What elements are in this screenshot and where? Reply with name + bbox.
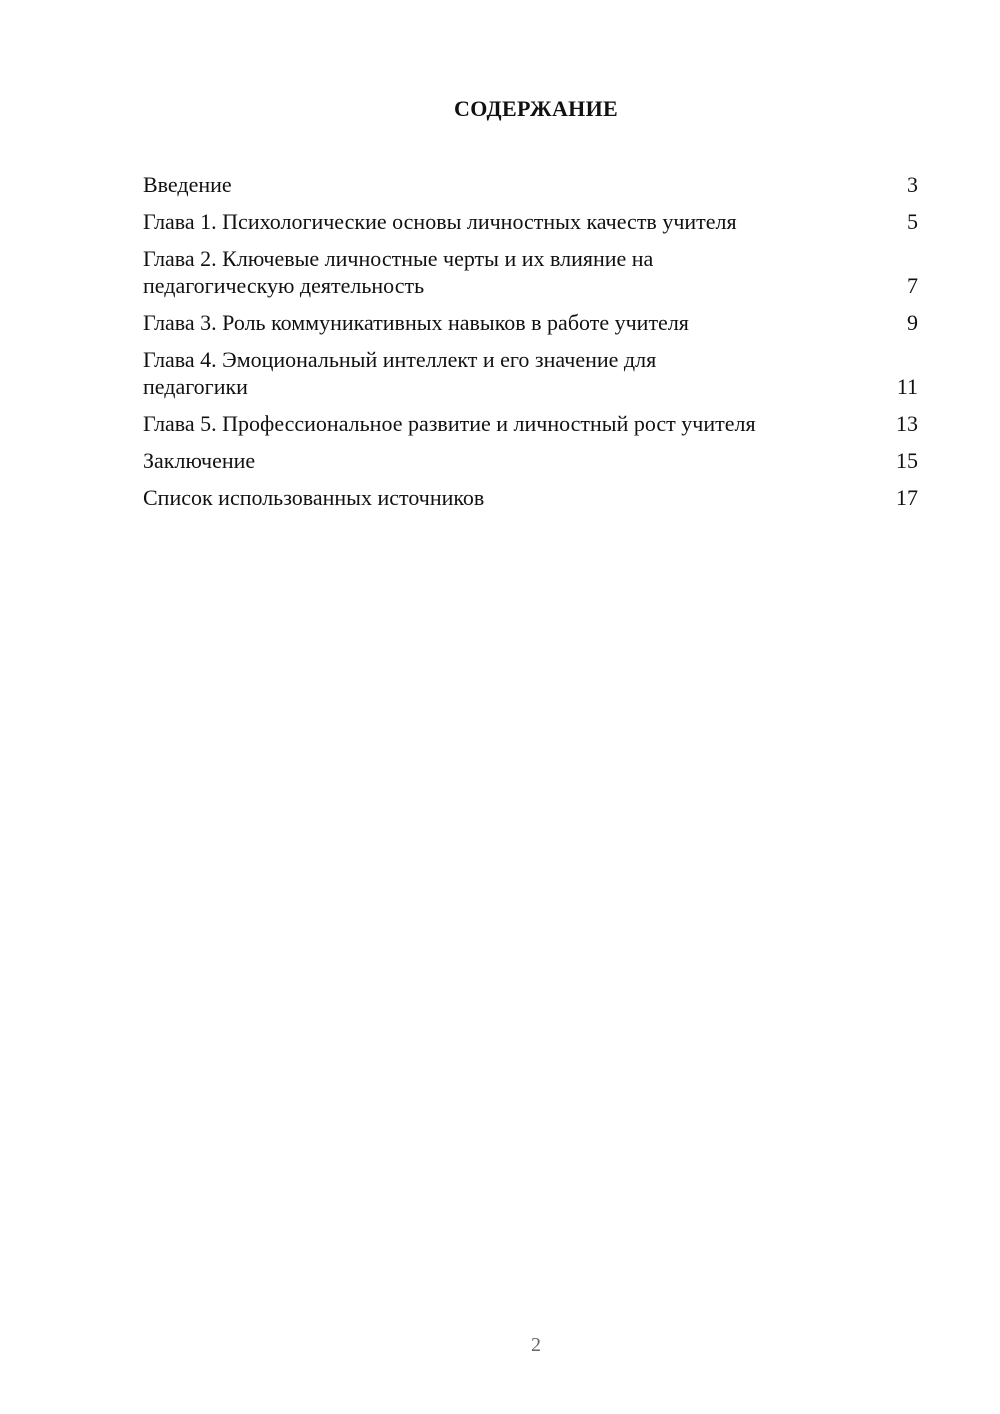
table-of-contents [143,171,918,521]
toc-entry-page: 13 [896,411,918,436]
toc-entry-page: 15 [896,448,918,473]
toc-entry-text: Введение [143,172,232,197]
toc-entry-page: 7 [907,273,918,298]
toc-entry-chapter-4[interactable] [143,346,918,400]
toc-entry-page: 9 [907,310,918,335]
toc-entry-text: Глава 5. Профессиональное развитие и личностный рост учителя [143,411,756,436]
toc-entry-page: 11 [896,374,918,399]
toc-entry-chapter-1[interactable] [143,208,918,235]
toc-entry-references[interactable] [143,484,918,511]
page-title: СОДЕРЖАНИЕ [454,96,618,121]
toc-entry-introduction[interactable] [143,171,918,198]
toc-entry-chapter-5[interactable] [143,410,918,437]
toc-entry-page: 5 [907,209,918,234]
toc-entry-text: Заключение [143,448,256,473]
toc-entry-text: Глава 3. Роль коммуникативных навыков в работе учителя [143,310,689,335]
toc-entry-text: Глава 4. Эмоциональный интеллект и его значение для педагогики [143,347,657,399]
page-number: 2 [531,1334,541,1356]
toc-entry-text: Список использованных источников [143,485,485,510]
toc-entry-conclusion[interactable] [143,447,918,474]
toc-entry-text: Глава 2. Ключевые личностные черты и их влияние на педагогическую деятельность [143,246,654,298]
toc-entry-page: 17 [896,485,918,510]
toc-entry-chapter-3[interactable] [143,309,918,336]
toc-entry-chapter-2[interactable] [143,245,918,299]
toc-entry-page: 3 [907,172,918,197]
toc-entry-text: Глава 1. Психологические основы личностных качеств учителя [143,209,737,234]
